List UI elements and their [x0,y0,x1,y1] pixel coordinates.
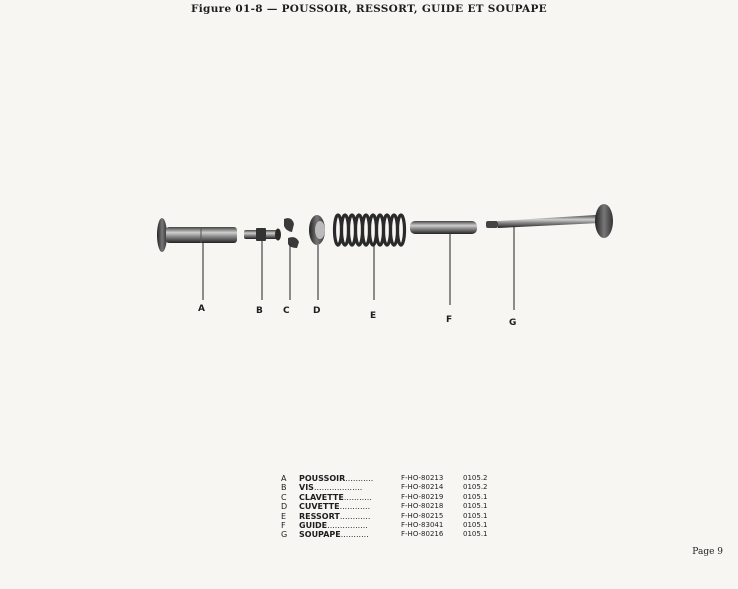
legend-ref: F-HO-80216 [401,530,444,539]
legend-letter: A [281,474,287,483]
legend-letter: C [281,492,287,502]
part-d-spring-cup [309,215,325,300]
callout-d: D [313,306,321,316]
legend-letter: D [281,502,288,512]
legend-letter: E [281,511,287,521]
legend-row [281,512,503,521]
callout-g: G [509,318,517,328]
legend-ref: F-HO-80214 [401,483,444,492]
callout-b: B [256,306,263,316]
legend-row [281,530,503,539]
legend-code: 0105.1 [463,521,488,530]
legend-ref: F-HO-80219 [401,492,444,501]
part-f-guide [410,221,477,305]
legend-name: CLAVETTE........... [299,492,372,502]
callout-c: C [283,306,290,316]
legend-ref: F-HO-80213 [401,474,444,482]
legend-row [281,502,503,511]
legend-name: VIS................... [299,483,363,493]
legend-ref: F-HO-80215 [401,511,444,520]
legend-row [281,521,503,530]
page-number: Page 9 [692,547,723,557]
legend-name: RESSORT............ [299,511,371,521]
legend-row [281,483,503,492]
legend-ref: F-HO-83041 [401,521,444,530]
callout-e: E [370,311,377,321]
legend-ref: F-HO-80218 [401,502,444,511]
legend-name: CUVETTE............ [299,502,371,512]
legend-name: POUSSOIR........... [299,474,374,483]
part-e-spring [335,215,405,245]
parts-legend [281,474,503,540]
legend-code: 0105.1 [463,492,488,501]
legend-letter: B [281,483,287,493]
figure-title: Figure 01-8 — POUSSOIR, RESSORT, GUIDE ET SOUPAPE [191,3,547,15]
part-c-keepers [284,218,299,300]
part-a-tappet [157,218,237,300]
legend-name: SOUPAPE........... [299,530,369,540]
legend-code: 0105.1 [463,530,488,539]
legend-row [281,474,503,483]
part-b-screw [244,228,281,300]
legend-row [281,493,503,502]
legend-code: 0105.2 [463,483,488,492]
legend-code: 0105.2 [463,474,488,482]
legend-name: GUIDE................ [299,521,368,531]
legend-letter: F [281,521,286,531]
legend-letter: G [281,530,288,540]
legend-code: 0105.1 [463,502,488,511]
legend-code: 0105.1 [463,511,488,520]
part-g-valve [486,204,613,310]
callout-a: A [198,304,205,314]
callout-f: F [446,315,453,325]
